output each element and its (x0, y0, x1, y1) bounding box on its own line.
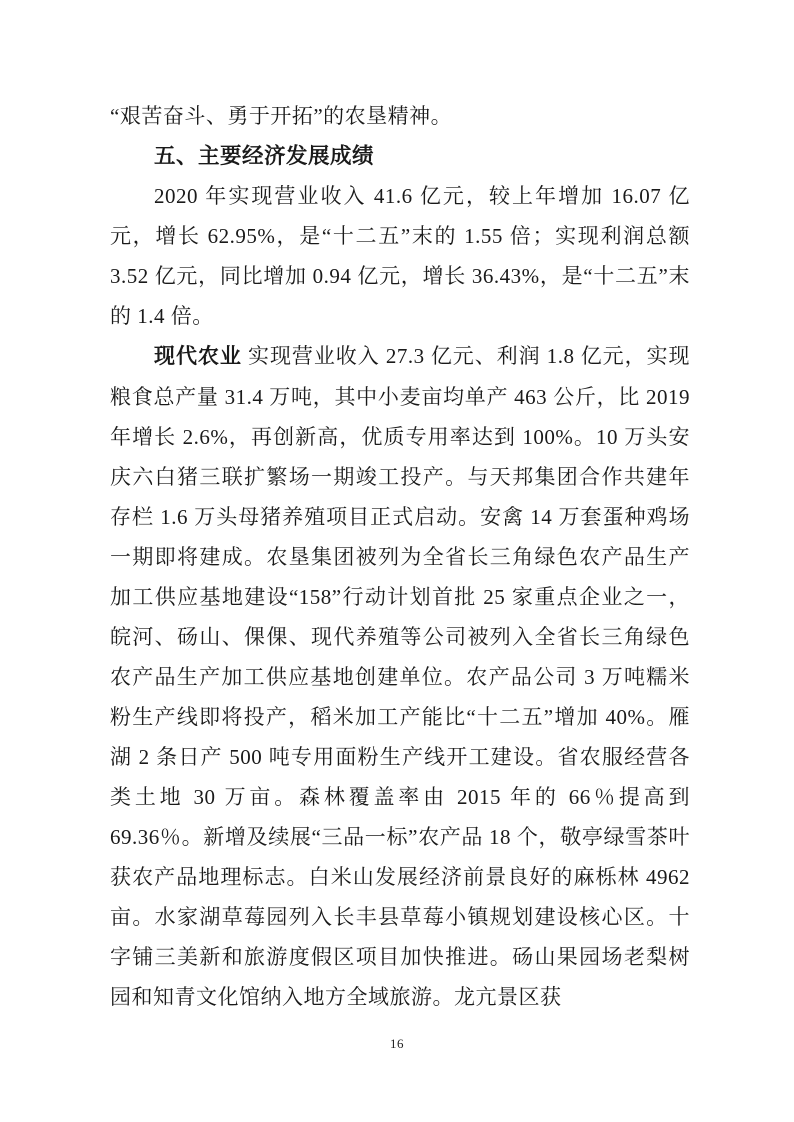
paragraph-overview: 2020 年实现营业收入 41.6 亿元，较上年增加 16.07 亿元，增长 62.95%，是“十二五”末的 1.55 倍；实现利润总额 3.52 亿元，同比增加 0.94 亿元，增长 36.43%，是“十二五”末的 1.4 倍。 (110, 184, 690, 328)
page-number: 16 (390, 1036, 404, 1051)
paragraph-continuation: “艰苦奋斗、勇于开拓”的农垦精神。 (110, 104, 453, 128)
section-heading: 五、主要经济发展成绩 (154, 144, 375, 168)
paragraph-modern-agriculture (110, 336, 690, 1017)
text-block (110, 96, 690, 1017)
paragraph-modern-agriculture-text: 实现营业收入 27.3 亿元、利润 1.8 亿元，实现粮食总产量 31.4 万吨，其中小麦亩均单产 463 公斤，比 2019 年增长 2.6%，再创新高，优质专用率达到 100%。10 万头安庆六白猪三联扩繁场一期竣工投产。与天邦集团合作共建年存栏 1.6 万头母猪养殖项目正式启动。安禽 14 万套蛋种鸡场一期即将建成。农垦集团被列为全省长三角绿色农产品生产加工供应基地建设“158”行动计划首批 25 家重点企业之一，皖河、砀山、倮倮、现代养殖等公司被列入全省长三角绿色农产品生产加工供应基地创建单位。农产品公司 3 万吨糯米粉生产线即将投产，稻米加工产能比“十二五”增加 40%。雁湖 2 条日产 500 吨专用面粉生产线开工建设。省农服经营各类土地 30 万亩。森林覆盖率由 2015 年的 66％提高到 69.36％。新增及续展“三品一标”农产品 18 个，敬亭绿雪茶叶获农产品地理标志。白米山发展经济前景良好的麻栎林 4962 亩。水家湖草莓园列入长丰县草莓小镇规划建设核心区。十字铺三美新和旅游度假区项目加快推进。砀山果园场老梨树园和知青文化馆纳入地方全域旅游。龙亢景区获 (110, 344, 691, 1009)
paragraph-lead-label: 现代农业 (154, 345, 242, 368)
